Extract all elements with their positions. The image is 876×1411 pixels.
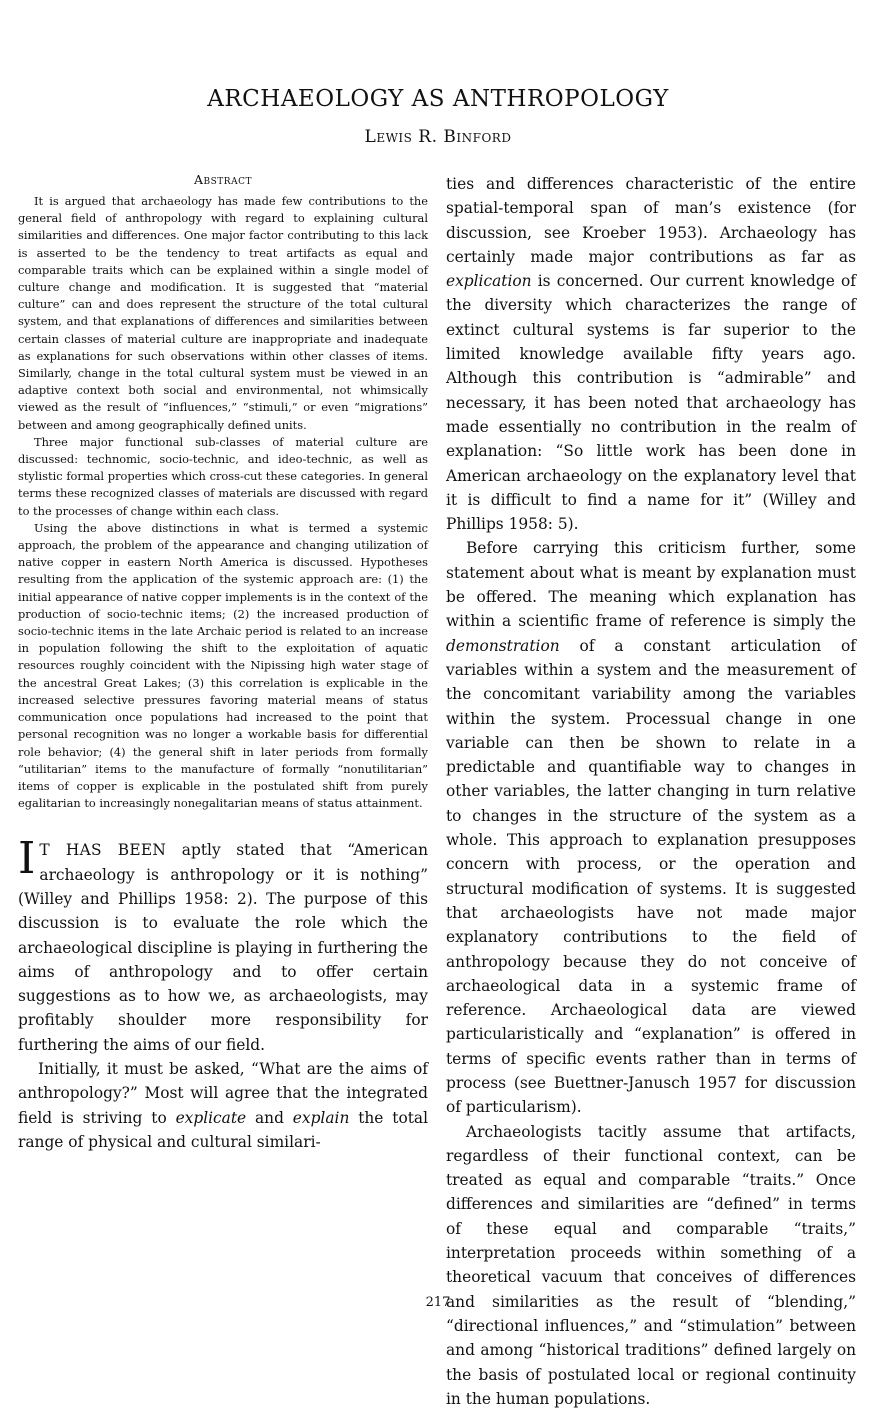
abstract-paragraph: Using the above distinctions in what is termed a systemic approach, the problem of the appearance and changing utilization of native copper in eastern North America is discussed. Hypotheses resulting from the application of the systemic approach are: (1) the initial appearance of native copper implements is in the context of the production of socio-technic items; (2) the increased production of socio-technic items in the late Archaic period is related to an increase in population following the shift to the exploitation of aquatic resources roughly coincident with the Nipissing high water stage of the ancestral Great Lakes; (3) this correlation is explicable in the increased selective pressures favoring material means of status communication once populations had increased to the point that personal recognition was no longer a workable basis for differential role behavior; (4) the general shift in later periods from formally “utilitarian” items to the manufacture of formally “nonutilitarian” items of copper is explicable in the postulated shift from purely egalitarian to increasingly nonegalitarian means of status attainment. [18, 520, 428, 811]
drop-cap: I [18, 833, 36, 885]
body-paragraph [446, 172, 856, 536]
right-column [446, 172, 856, 1411]
left-column [18, 172, 428, 1154]
paragraph-text: is concerned. Our current knowledge of the diversity which characterizes the range of extinct cultural systems is far superior to the limited knowledge available fifty years ago. Although this contribution is “admirable” and necessary, it has been noted that archaeology has made essentially no contribution in the realm of explanation: “So little work has been done in American archaeology on the explanatory level that it is difficult to find a name for it” (Willey and Phillips 1958: 5). [446, 272, 856, 534]
emphasis-text: explain [292, 1108, 350, 1127]
paragraph-text: ties and differences characteristic of the entire spatial-temporal span of man’s existence (for discussion, see Kroeber 1953). Archaeology has certainly made major contributions as far as [446, 175, 856, 266]
paragraph-text: Before carrying this criticism further, some statement about what is meant by explanation must be offered. The meaning which explanation has within a scientific frame of reference is simply the [446, 539, 856, 631]
emphasis-text: explicate [175, 1108, 247, 1127]
body-paragraph: Archaeologists tacitly assume that artifacts, regardless of their functional context, can be treated as equal and comparable “traits.” Once differences and similarities are “defined” in terms of these equal and comparable “traits,” interpretation proceeds within something of a theoretical vacuum that conceives of differences and similarities as the result of “blending,” “directional influences,” and “stimulation” between and among “historical traditions” defined largely on the basis of postulated local or regional continuity in the human populations. [446, 1122, 856, 1408]
paragraph-text: the total range of physical and cultural similari- [18, 1108, 428, 1151]
abstract-paragraph: Three major functional sub-classes of material culture are discussed: technomic, socio-technic, and ideo-technic, as well as stylistic formal properties which cross-cut these categories. In general terms these recognized classes of materials are discussed with regard to the processes of change within each class. [18, 434, 428, 518]
body-paragraph [18, 1057, 428, 1154]
paragraph-text: and [246, 1108, 293, 1127]
emphasis-text: explication [446, 272, 532, 291]
opening-caps: T HAS BEEN [39, 841, 167, 860]
author-name: Lewis R. Binford [364, 127, 512, 147]
emphasis-text: demonstration [446, 636, 560, 655]
abstract-paragraph: It is argued that archaeology has made few contributions to the general field of anthropology with regard to explaining cultural similarities and differences. One major factor contributing to this lack is asserted to be the tendency to treat artifacts as equal and comparable traits which can be explained within a single model of culture change and modification. It is suggested that “material culture” can and does represent the structure of the total cultural system, and that explanations of differences and similarities between certain classes of material culture are inappropriate and inadequate as explanations for such observations within other classes of items. Similarly, change in the total cultural system must be viewed in an adaptive context both social and environmental, not whimsically viewed as the result of “influences,” “stimuli,” or even “migrations” between and among geographically defined units. [18, 194, 428, 432]
paragraph-text: Initially, it must be asked, “What are the aims of anthropology?” Most will agree that the integrated field is striving to [18, 1059, 428, 1127]
page-number: 217 [425, 1295, 451, 1310]
abstract-heading: Abstract [194, 172, 252, 187]
body-paragraph [446, 536, 856, 1119]
paragraph-text: aptly stated that “American archaeology is anthropology or it is nothing” (Willey and Phillips 1958: 2). The purpose of this discussion is to evaluate the role which the archaeological discipline is playing in furthering the aims of anthropology and to offer certain suggestions as to how we, as archaeologists, may profitably shoulder more responsibility for furthering the aims of our field. [18, 841, 428, 1054]
article-title: ARCHAEOLOGY AS ANTHROPOLOGY [207, 86, 669, 112]
body-paragraph-intro [18, 833, 428, 1057]
paragraph-text: of a constant articulation of variables within a system and the measurement of the concomitant variability among the variables within the system. Processual change in one variable can then be shown to relate in a predictable and quantifiable way to changes in other variables, the latter changing in turn relative to changes in the structure of the system as a whole. This approach to explanation presupposes concern with process, or the operation and structural modification of systems. It is suggested that archaeologists have not made major explanatory contributions to the field of anthropology because they do not conceive of archaeological data in a systemic frame of reference. Archaeological data are viewed particularistically and “explanation” is offered in terms of specific events rather than in terms of process (see Buettner-Janusch 1957 for discussion of particularism). [446, 636, 856, 1117]
